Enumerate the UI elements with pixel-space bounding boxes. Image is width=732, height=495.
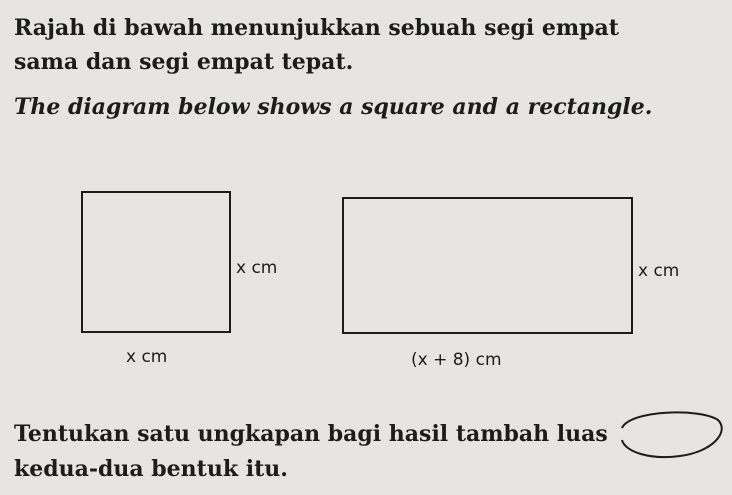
- question-malay-line-2: sama dan segi empat tepat.: [14, 49, 354, 75]
- square-side-label: x cm: [236, 258, 278, 278]
- square-bottom-label: x cm: [126, 347, 168, 367]
- rectangle-side-label: x cm: [638, 261, 680, 281]
- square-shape: [82, 192, 230, 332]
- pen-circle-mark: [622, 412, 722, 457]
- question-english: The diagram below shows a square and a rectangle.: [14, 94, 653, 120]
- question-malay-line-1: Rajah di bawah menunjukkan sebuah segi empat: [14, 15, 619, 41]
- task-line-1: Tentukan satu ungkapan bagi hasil tambah luas: [14, 421, 608, 447]
- task-line-2: kedua-dua bentuk itu.: [14, 456, 288, 482]
- rectangle-bottom-label: (x + 8) cm: [411, 350, 502, 370]
- rectangle-shape: [343, 198, 632, 333]
